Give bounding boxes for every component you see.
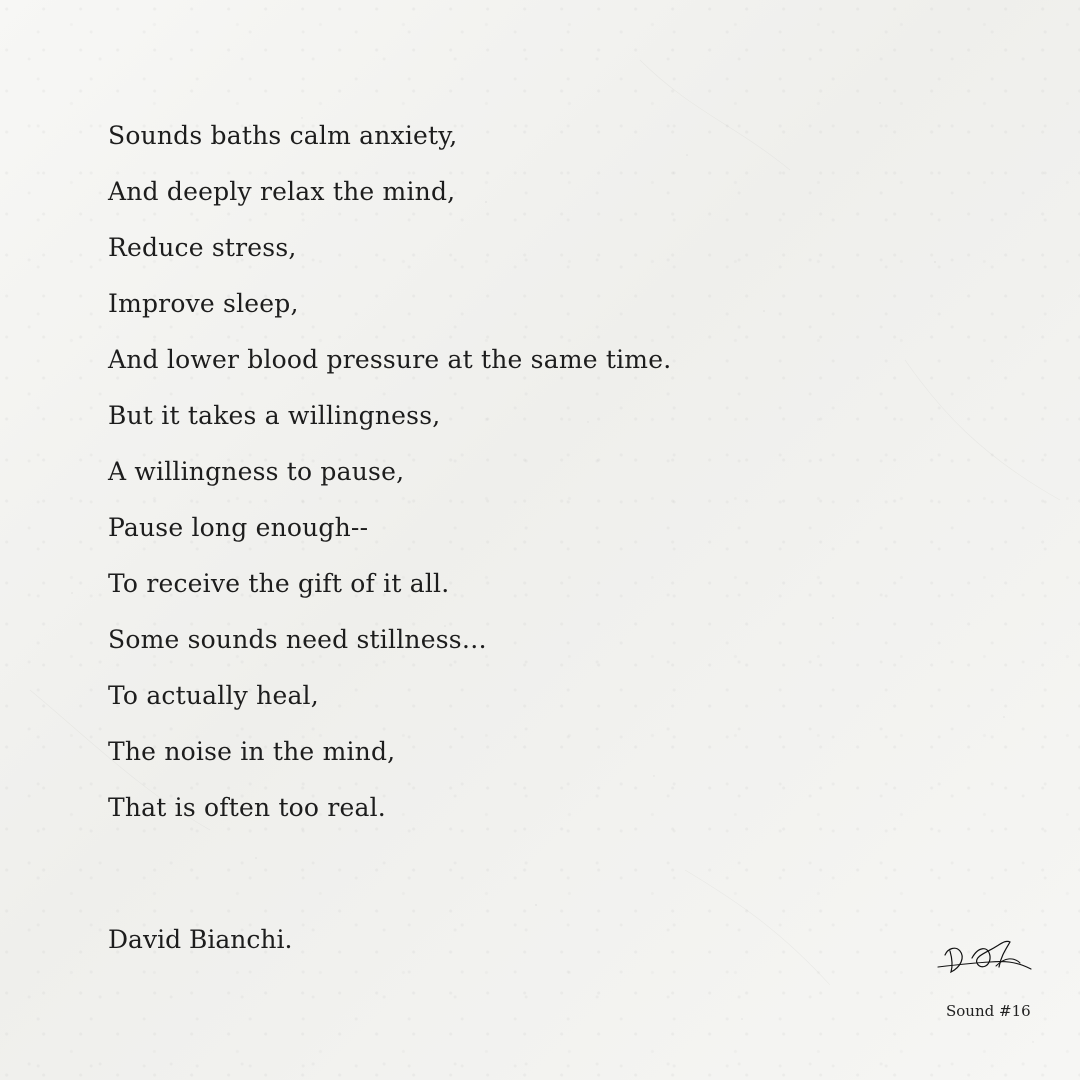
poem-line: But it takes a willingness, (108, 401, 441, 430)
poem-line: The noise in the mind, (108, 737, 396, 766)
poem-line: Some sounds need stillness… (108, 625, 487, 654)
poem-line: To actually heal, (108, 681, 319, 710)
poem (108, 108, 671, 836)
author-name: David Bianchi. (108, 925, 293, 954)
poem-line: That is often too real. (108, 793, 386, 822)
handwritten-signature (930, 936, 1034, 982)
poem-line: Pause long enough-- (108, 513, 369, 542)
series-label: Sound #16 (946, 1002, 1031, 1020)
poem-line: A willingness to pause, (108, 457, 405, 486)
poem-line: To receive the gift of it all. (108, 569, 450, 598)
poem-line: And lower blood pressure at the same time. (108, 345, 672, 374)
poem-line: Improve sleep, (108, 289, 299, 318)
poem-line: Sounds baths calm anxiety, (108, 121, 458, 150)
poem-line: And deeply relax the mind, (108, 177, 456, 206)
poem-line: Reduce stress, (108, 233, 297, 262)
